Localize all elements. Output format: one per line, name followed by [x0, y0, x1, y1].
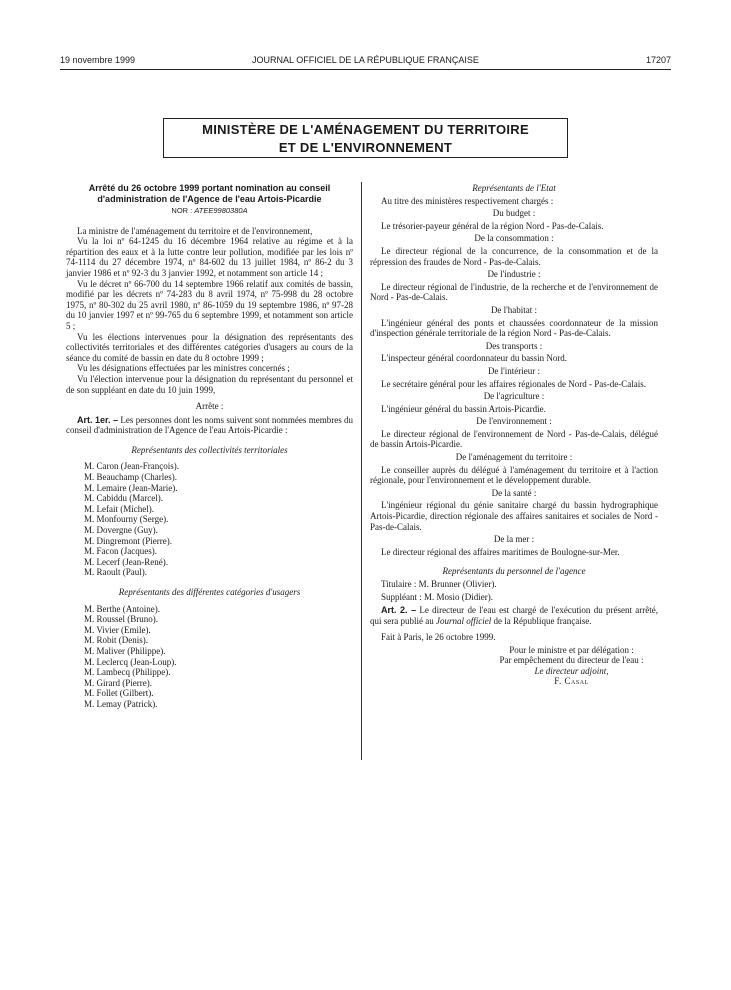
representative: L'inspecteur général coordonnateur du bassin Nord.	[381, 353, 568, 364]
section-heading-etat: Représentants de l'Etat	[472, 183, 556, 193]
ministry-label: De l'intérieur :	[487, 365, 541, 376]
decree-title: Arrêté du 26 octobre 1999 portant nomination au conseil d'administration de l'Agence de l'eau Artois-Picardie	[88, 183, 331, 204]
journal-title: JOURNAL OFFICIEL DE LA RÉPUBLIQUE FRANÇAISE	[252, 55, 479, 65]
nor-reference	[66, 206, 353, 217]
representative: L'ingénieur général du bassin Artois-Picardie.	[381, 403, 546, 414]
visa-paragraph: Vu la loi nº 64-1245 du 16 décembre 1964 relative au régime et à la répartition des eaux et à la lutte contre leur pollution, modifiée par les lois nº 74-1114 du 27 décembre 1974, nº 84-602 du 13 juillet 1984, nº 86-2 du 3 janvier 1986 et nº 92-3 du 3 janvier 1992, et notamment son article 14 ;	[66, 236, 353, 278]
ministry-label: De la santé :	[491, 487, 537, 498]
arrete-label: Arrête :	[195, 401, 224, 412]
representative: Le directeur régional de l'environnement de Nord - Pas-de-Calais, délégué de bassin Artois-Picardie.	[370, 428, 658, 450]
representative: Le conseiller auprès du délégué à l'aménagement du territoire et à l'action régionale, pour l'environnement et le développement durable.	[370, 464, 658, 486]
list-item: M. Vivier (Emile).	[84, 624, 151, 635]
collectivites-list	[84, 461, 353, 578]
list-item: M. Lefait (Michel).	[84, 503, 154, 514]
article-1	[66, 415, 353, 436]
ministry-box	[163, 118, 568, 158]
list-item: M. Roussel (Bruno).	[84, 614, 158, 625]
signatory-name: F. Casal	[554, 676, 589, 687]
journal-officiel-ref: Journal officiel	[435, 615, 492, 626]
representative: L'ingénieur régional du génie sanitaire chargé du bassin hydrographique Artois-Picardie, direction régionale des affaires sanitaires et sociales de Nord - Pas-de-Calais.	[370, 500, 658, 532]
impediment-line: Par empêchement du directeur de l'eau :	[499, 655, 644, 666]
section-heading-personnel: Représentants du personnel de l'agence	[442, 566, 586, 577]
ministry-label: Des transports :	[485, 340, 543, 351]
representative: Le secrétaire général pour les affaires régionales de Nord - Pas-de-Calais.	[381, 378, 646, 389]
representative: Le directeur régional des affaires maritimes de Boulogne-sur-Mer.	[381, 546, 620, 557]
ministry-label: De l'industrie :	[487, 269, 541, 280]
list-item: M. Raoult (Paul).	[84, 567, 147, 578]
suppleant: Suppléant : M. Mosio (Didier).	[381, 591, 493, 602]
representative: Le directeur régional de la concurrence, de la consommation et de la répression des fraudes de Nord - Pas-de-Calais.	[370, 245, 658, 267]
ministry-label: Du budget :	[492, 208, 536, 219]
ministry-line-2: ET DE L'ENVIRONNEMENT	[278, 140, 453, 155]
representative: L'ingénieur général des ponts et chaussées coordonnateur de la mission d'inspection générale territoriale de la région Nord - Pas-de-Calais.	[370, 317, 658, 339]
list-item: M. Dovergne (Guy).	[84, 525, 158, 536]
list-item: M. Robit (Denis).	[84, 635, 148, 646]
article-1-text: Les personnes dont les noms suivent sont nommées membres du conseil d'administration de l'Agence de l'eau Artois-Picardie :	[66, 414, 353, 436]
visa-paragraph: Vu le décret nº 66-700 du 14 septembre 1966 relatif aux comités de bassin, modifié par les décrets nº 74-283 du 8 avril 1974, nº 75-998 du 28 octobre 1975, nº 80-302 du 25 avril 1980, nº 86-1059 du 19 septembre 1986, nº 97-28 du 10 janvier 1997 et nº 99-765 du 6 septembre 1999, et notamment son article 5 ;	[66, 278, 353, 331]
page-number: 17207	[645, 55, 671, 65]
list-item: M. Lemaire (Jean-Marie).	[84, 482, 178, 493]
list-item: M. Dingremont (Pierre).	[84, 535, 172, 546]
list-item: M. Lemay (Patrick).	[84, 698, 158, 709]
etat-intro: Au titre des ministères respectivement chargés :	[381, 195, 554, 206]
section-heading-usagers: Représentants des différentes catégories d'usagers	[118, 587, 301, 597]
list-item: M. Lecerf (Jean-René).	[84, 556, 168, 567]
titulaire: Titulaire : M. Brunner (Olivier).	[381, 579, 497, 589]
ministry-label: De la mer :	[493, 534, 535, 545]
visa-paragraph: Vu les désignations effectuées par les ministres concernés ;	[77, 363, 290, 374]
section-heading-collectivites: Représentants des collectivités territoriales	[131, 444, 288, 455]
right-column	[370, 183, 658, 687]
list-item: M. Beauchamp (Charles).	[84, 472, 177, 483]
visa-paragraph: Vu l'élection intervenue pour la désignation du représentant du personnel et de son suppléant en date du 10 juin 1999,	[66, 373, 353, 395]
list-item: M. Monfourny (Serge).	[84, 514, 169, 525]
signature-block	[485, 645, 658, 687]
list-item: M. Girard (Pierre).	[84, 677, 152, 688]
article-1-label: Art. 1er. –	[77, 414, 119, 425]
signatory-title: Le directeur adjoint,	[534, 665, 609, 676]
list-item: M. Leclercq (Jean-Loup).	[84, 656, 177, 667]
list-item: M. Maliver (Philippe).	[84, 645, 166, 656]
column-separator	[361, 182, 362, 760]
place-date: Fait à Paris, le 26 octobre 1999.	[381, 632, 496, 643]
nor-code: ATEE9980380A	[194, 206, 248, 215]
usagers-list	[84, 604, 353, 710]
list-item: M. Cabiddu (Marcel).	[84, 493, 163, 504]
left-column	[66, 183, 353, 710]
list-item: M. Berthe (Antoine).	[84, 603, 160, 614]
ministry-label: De l'agriculture :	[483, 391, 545, 402]
visa-paragraph: La ministre de l'aménagement du territoire et de l'environnement,	[77, 225, 313, 236]
ministry-line-1: MINISTÈRE DE L'AMÉNAGEMENT DU TERRITOIRE	[202, 122, 529, 137]
ministry-label: De la consommation :	[474, 233, 554, 244]
header-date: 19 novembre 1999	[60, 55, 136, 65]
list-item: M. Caron (Jean-François).	[84, 461, 179, 472]
delegation-line: Pour le ministre et par délégation :	[509, 644, 634, 655]
header-rule	[60, 69, 671, 70]
ministry-label: De l'habitat :	[490, 304, 538, 315]
nor-label: NOR :	[171, 206, 193, 215]
ministry-label: De l'environnement :	[476, 416, 552, 427]
article-2-text-before: Le directeur de l'eau est chargé de l'exécution du présent arrêté, qui sera publié au	[370, 605, 658, 626]
article-2	[370, 605, 658, 626]
representative: Le trésorier-payeur général de la région Nord - Pas-de-Calais.	[381, 220, 604, 231]
article-2-text-after: de la République française.	[493, 615, 592, 626]
representative: Le directeur régional de l'industrie, de la recherche et de l'environnement de Nord - Pas-de-Calais.	[370, 281, 658, 303]
list-item: M. Follet (Gilbert).	[84, 688, 154, 699]
list-item: M. Facon (Jacques).	[84, 546, 157, 557]
article-2-label: Art. 2. –	[381, 605, 417, 616]
list-item: M. Lambecq (Philippe).	[84, 667, 171, 678]
ministry-label: De l'aménagement du territoire :	[455, 452, 573, 463]
visa-paragraph: Vu les élections intervenues pour la désignation des représentants des collectivités territoriales et des différentes catégories d'usagers au cours de la séance du comité de bassin en date du 8 octobre 1999 ;	[66, 331, 353, 363]
